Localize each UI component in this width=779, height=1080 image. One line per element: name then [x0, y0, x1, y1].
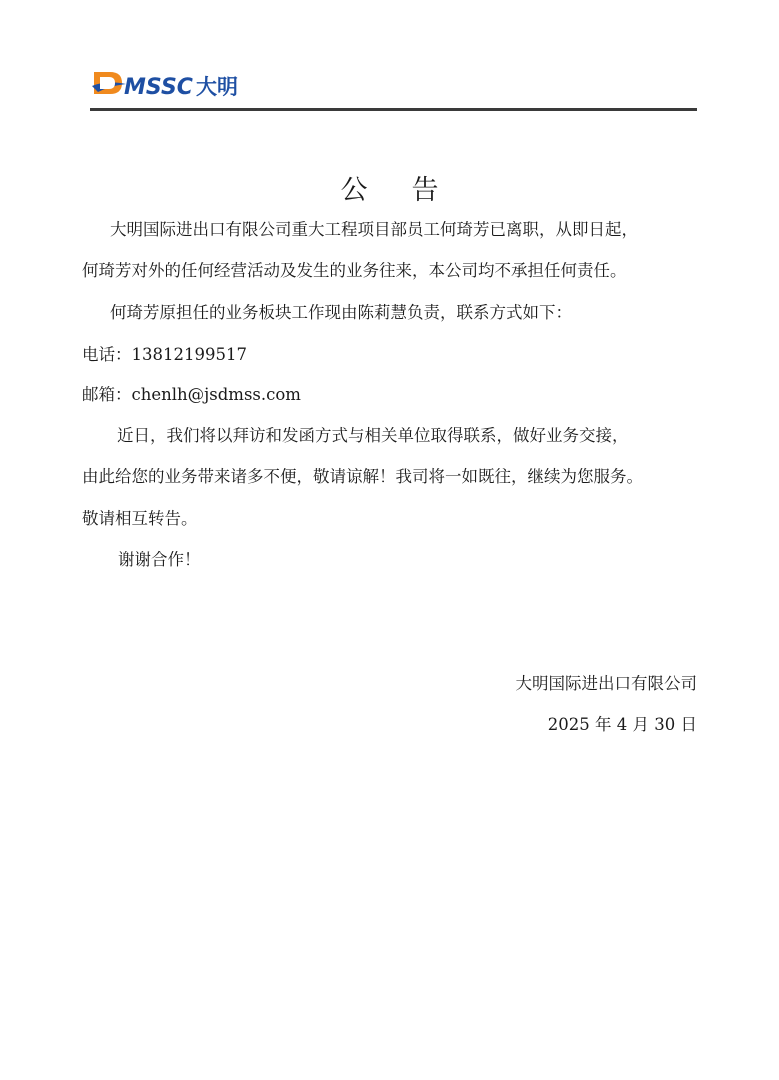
paragraph-1-line-2: 何琦芳对外的任何经营活动及发生的业务往来，本公司均不承担任何责任。	[82, 261, 627, 280]
paragraph-3-line-2: 由此给您的业务带来诸多不便，敬请谅解！我司将一如既往，继续为您服务。	[82, 467, 643, 486]
dmssc-logo	[92, 66, 252, 100]
signature-date: 2025 年 4 月 30 日	[547, 715, 697, 734]
header-rule	[90, 108, 697, 111]
thanks-line: 谢谢合作！	[118, 550, 201, 569]
phone-value: 13812199517	[131, 345, 247, 364]
logo-text-chinese: 大明	[196, 75, 238, 99]
phone-label: 电话：	[82, 345, 132, 364]
email-value: chenlh@jsdmss.com	[131, 385, 301, 404]
email-label: 邮箱：	[82, 385, 132, 404]
page-title: 公告	[340, 175, 483, 206]
logo-text-latin: MSSC	[124, 75, 193, 100]
phone-line	[82, 341, 247, 365]
signature-company: 大明国际进出口有限公司	[515, 674, 697, 693]
email-line	[82, 381, 301, 405]
paragraph-3-line-1: 近日，我们将以拜访和发函方式与相关单位取得联系，做好业务交接，	[117, 426, 629, 445]
paragraph-3-line-3: 敬请相互转告。	[82, 509, 198, 528]
paragraph-2: 何琦芳原担任的业务板块工作现由陈莉慧负责，联系方式如下：	[110, 303, 572, 322]
paragraph-1-line-1: 大明国际进出口有限公司重大工程项目部员工何琦芳已离职，从即日起，	[110, 220, 638, 239]
